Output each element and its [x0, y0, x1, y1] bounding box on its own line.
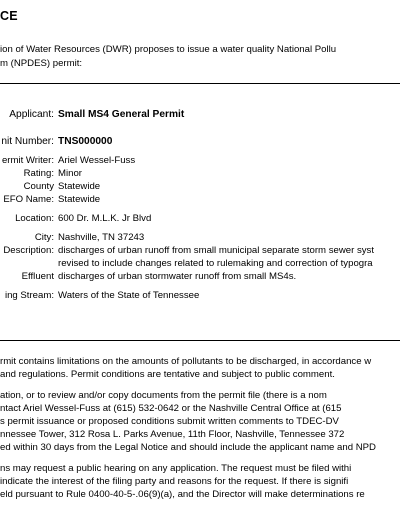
paragraph-line: nnessee Tower, 312 Rosa L. Parks Avenue, 11th Floor, Nashville, Tennessee 372 — [0, 429, 345, 440]
efo-name-value: Statewide — [58, 194, 101, 205]
notice-title: CE — [0, 9, 18, 23]
paragraph-line: ed within 30 days from the Legal Notice and should include the applicant name and NPD — [0, 442, 376, 453]
paragraph-line: rmit contains limitations on the amounts of pollutants to be discharged, in accordance w — [0, 356, 372, 367]
intro-line-1: ion of Water Resources (DWR) proposes to issue a water quality National Pollu — [0, 44, 337, 55]
receiving-stream-value: Waters of the State of Tennessee — [58, 290, 200, 301]
description-line-1: discharges of urban runoff from small municipal separate storm sewer syst — [58, 245, 375, 256]
permit-number-value: TNS000000 — [58, 136, 113, 147]
location-value: 600 Dr. M.L.K. Jr Blvd — [58, 213, 152, 224]
receiving-stream-label: ing Stream: — [4, 290, 54, 301]
paragraph-line: ation, or to review and/or copy documents from the permit file (there is a nom — [0, 390, 327, 401]
top-divider — [0, 83, 400, 84]
description-label: Description: — [3, 245, 54, 256]
permit-number-label: nit Number: — [1, 136, 54, 147]
location-label: Location: — [15, 213, 54, 224]
efo-name-label: EFO Name: — [3, 194, 54, 205]
rating-label: Rating: — [23, 168, 54, 179]
permit-writer-label: ermit Writer: — [1, 155, 54, 166]
county-value: Statewide — [58, 181, 101, 192]
paragraph-line: indicate the interest of the filing party and reasons for the request. If there is signifi — [0, 476, 349, 487]
paragraph-line: eld pursuant to Rule 0400-40-5-.06(9)(a), and the Director will make determinations re — [0, 489, 365, 500]
intro-line-2: m (NPDES) permit: — [0, 58, 83, 69]
paragraph-line: ns may request a public hearing on any application. The request must be filed withi — [0, 463, 352, 474]
city-label: City: — [34, 232, 54, 243]
rating-value: Minor — [58, 168, 82, 179]
effluent-label: Effluent — [21, 271, 54, 282]
permit-writer-value: Ariel Wessel-Fuss — [58, 155, 136, 166]
paragraph-line: s permit issuance or proposed conditions submit written comments to TDEC-DV — [0, 416, 339, 427]
applicant-label: Applicant: — [9, 109, 54, 120]
paragraph-line: ntact Ariel Wessel-Fuss at (615) 532-0642 or the Nashville Central Office at (615 — [0, 403, 342, 414]
applicant-value: Small MS4 General Permit — [58, 109, 185, 120]
effluent-value: discharges of urban stormwater runoff from small MS4s. — [58, 271, 297, 282]
bottom-divider — [0, 340, 400, 341]
description-line-2: revised to include changes related to rulemaking and correction of typogra — [58, 258, 373, 269]
county-label: County — [23, 181, 54, 192]
city-value: Nashville, TN 37243 — [58, 232, 145, 243]
paragraph-line: and regulations. Permit conditions are tentative and subject to public comment. — [0, 369, 335, 380]
